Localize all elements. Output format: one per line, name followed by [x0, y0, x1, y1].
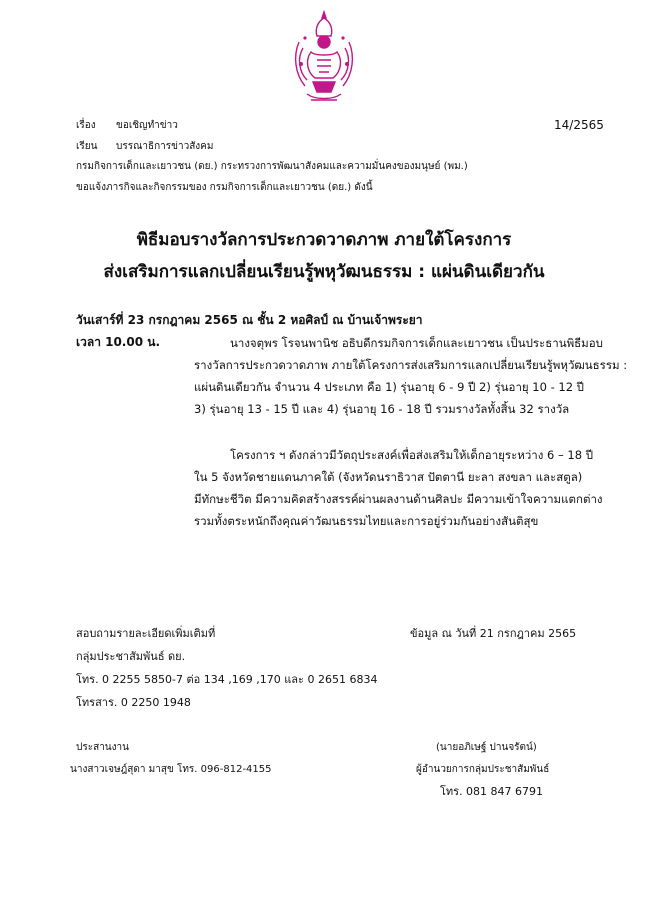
paragraph-line: รวมทั้งตระหนักถึงคุณค่าวัฒนธรรมไทยและการอยู่ร่วมกันอย่างสันติสุข	[194, 514, 539, 528]
coordinator-label: ประสานงาน	[76, 742, 129, 753]
event-paragraph-2	[194, 444, 603, 532]
paragraph-line: มีทักษะชีวิต มีความคิดสร้างสรรค์ผ่านผลงานด้านศิลปะ มีความเข้าใจความแตกต่าง	[194, 492, 603, 506]
contact-fax: โทรสาร. 0 2250 1948	[76, 696, 191, 709]
page-title-line1: พิธีมอบรางวัลการประกวดวาดภาพ ภายใต้โครงการ	[136, 230, 512, 250]
to-text: บรรณาธิการข่าวสังคม	[116, 141, 214, 152]
intro-line: ขอแจ้งภารกิจและกิจกรรมของ กรมกิจการเด็กและเยาวชน (ดย.) ดังนี้	[76, 182, 373, 193]
signer-phone: โทร. 081 847 6791	[440, 785, 544, 798]
subject-label: เรื่อง	[76, 120, 96, 131]
inquiry-label: สอบถามรายละเอียดเพิ่มเติมที่	[76, 627, 216, 640]
paragraph-line: แผ่นดินเดียวกัน จำนวน 4 ประเภท คือ 1) รุ่นอายุ 6 - 9 ปี 2) รุ่นอายุ 10 - 12 ปี	[194, 380, 584, 394]
contact-phone: โทร. 0 2255 5850-7 ต่อ 134 ,169 ,170 และ 0 2651 6834	[76, 673, 378, 686]
sender-line: กรมกิจการเด็กและเยาวชน (ดย.) กระทรวงการพัฒนาสังคมและความมั่นคงของมนุษย์ (พม.)	[76, 161, 468, 172]
paragraph-line: ใน 5 จังหวัดชายแดนภาคใต้ (จังหวัดนราธิวาส ปัตตานี ยะลา สงขลา และสตูล)	[194, 470, 583, 484]
paragraph-line: 3) รุ่นอายุ 13 - 15 ปี และ 4) รุ่นอายุ 16 - 18 ปี รวมรางวัลทั้งสิ้น 32 รางวัล	[194, 402, 570, 416]
event-paragraph-1	[194, 332, 627, 420]
event-time-label: เวลา 10.00 น.	[76, 335, 161, 349]
signer-name: (นายอภิเษฐ์ ปานจรัตน์)	[436, 742, 537, 753]
subject-text: ขอเชิญทำข่าว	[116, 120, 178, 131]
paragraph-line: รางวัลการประกวดวาดภาพ ภายใต้โครงการส่งเสริมการแลกเปลี่ยนเรียนรู้พหุวัฒนธรรม :	[194, 358, 628, 372]
signer-title: ผู้อำนวยการกลุ่มประชาสัมพันธ์	[416, 764, 550, 775]
data-date: ข้อมูล ณ วันที่ 21 กรกฎาคม 2565	[410, 627, 577, 640]
page-title-line2: ส่งเสริมการแลกเปลี่ยนเรียนรู้พหุวัฒนธรรม : แผ่นดินเดียวกัน	[103, 262, 545, 282]
ministry-seal-icon	[293, 8, 355, 108]
document-number: 14/2565	[554, 118, 604, 132]
coordinator-name: นางสาวเจษฎ์สุดา มาสุข โทร. 096-812-4155	[70, 764, 272, 775]
paragraph-line: นางจตุพร โรจนพานิช อธิบดีกรมกิจการเด็กและเยาวชน เป็นประธานพิธีมอบ	[230, 336, 603, 350]
paragraph-line: โครงการ ฯ ดังกล่าวมีวัตถุประสงค์เพื่อส่งเสริมให้เด็กอายุระหว่าง 6 – 18 ปี	[230, 448, 593, 462]
to-label: เรียน	[76, 141, 98, 152]
event-date-line: วันเสาร์ที่ 23 กรกฎาคม 2565 ณ ชั้น 2 หอศิลป์ ณ บ้านเจ้าพระยา	[76, 313, 423, 327]
contact-group: กลุ่มประชาสัมพันธ์ ดย.	[76, 650, 186, 663]
